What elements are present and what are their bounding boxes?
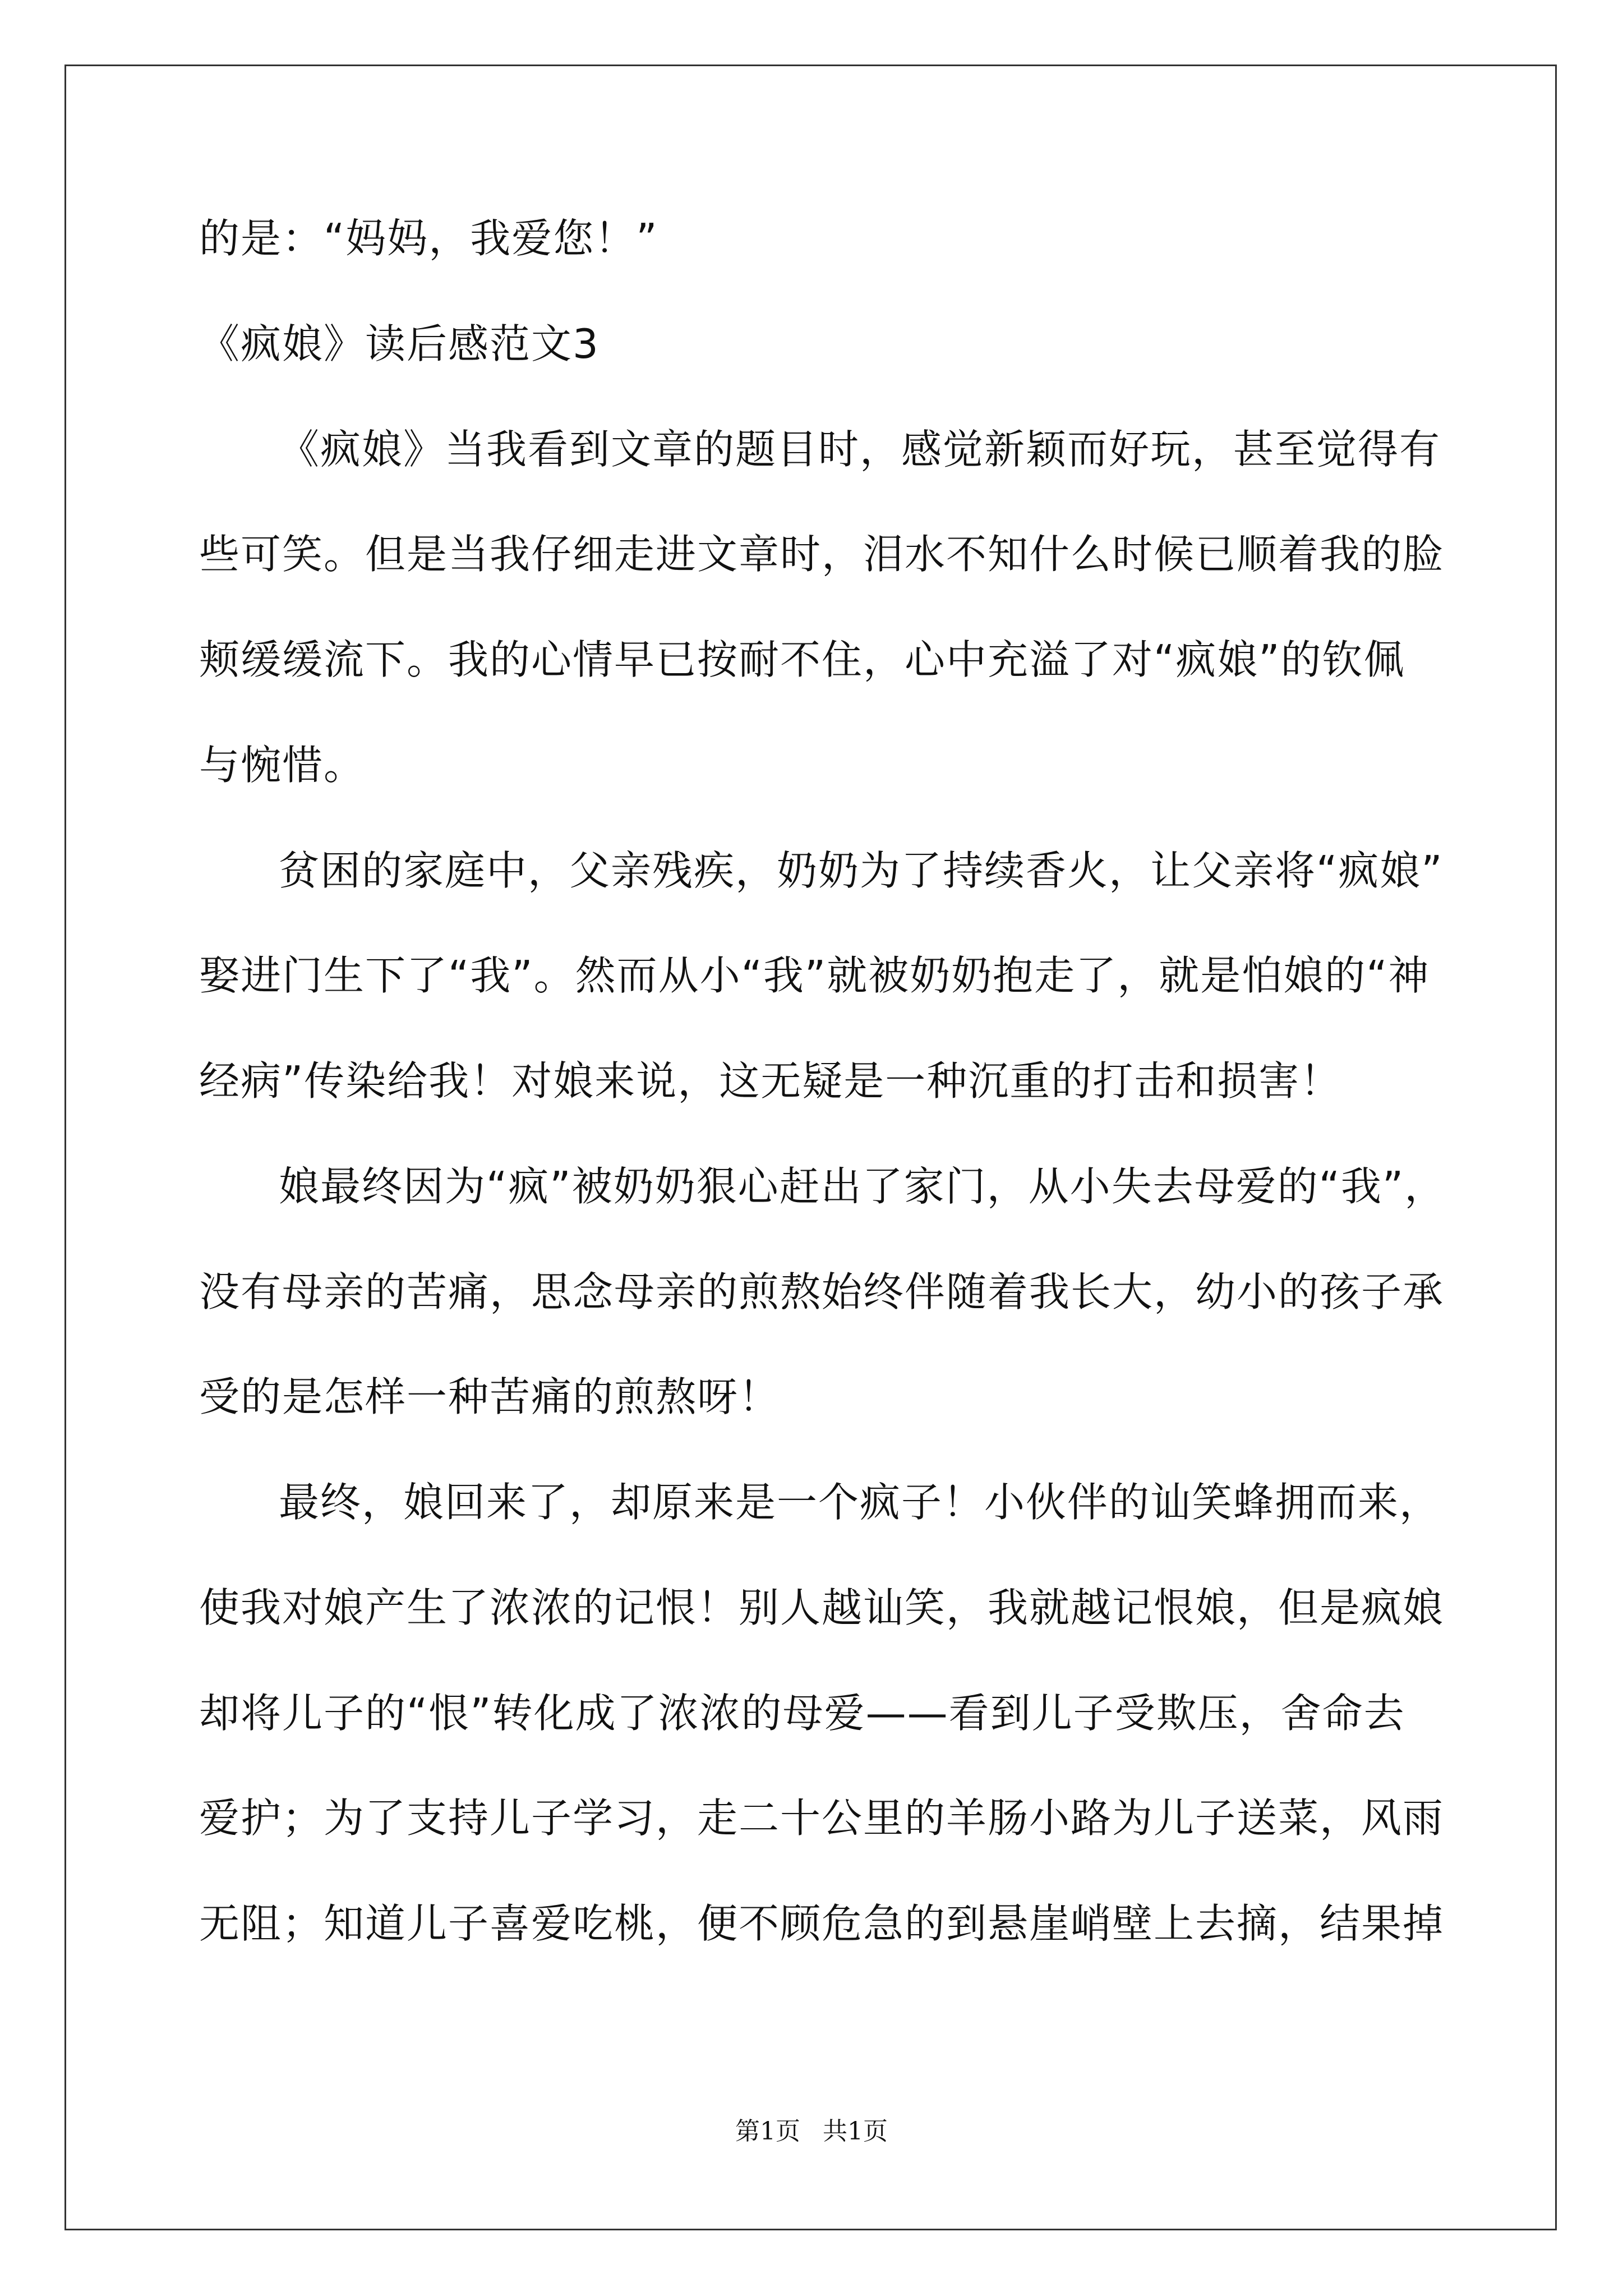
paragraph-1-line-4: 与惋惜。 <box>199 742 366 789</box>
paragraph-4-line-1: 最终，娘回来了，却原来是一个疯子！小伙伴的讪笑蜂拥而来， <box>279 1479 1441 1526</box>
paragraph-4-line-4: 爱护；为了支持儿子学习，走二十公里的羊肠小路为儿子送菜，风雨 <box>199 1795 1445 1842</box>
paragraph-3-line-3: 受的是怎样一种苦痛的煎熬呀！ <box>199 1373 781 1420</box>
paragraph-4-line-5: 无阻；知道儿子喜爱吃桃，便不顾危急的到悬崖峭壁上去摘，结果掉 <box>199 1900 1445 1947</box>
paragraph-4-line-3: 却将儿子的“恨”转化成了浓浓的母爱——看到儿子受欺压，舍命去 <box>199 1690 1405 1737</box>
paragraph-1-line-1: 《疯娘》当我看到文章的题目时，感觉新颖而好玩，甚至觉得有 <box>279 426 1441 473</box>
page-total: 共1页 <box>823 2117 888 2146</box>
paragraph-1-line-3: 颊缓缓流下。我的心情早已按耐不住，心中充溢了对“疯娘”的钦佩 <box>199 636 1405 683</box>
paragraph-1-line-2: 些可笑。但是当我仔细走进文章时，泪水不知什么时候已顺着我的脸 <box>199 531 1445 578</box>
paragraph-2-line-1: 贫困的家庭中，父亲残疾，奶奶为了持续香火，让父亲将“疯娘” <box>279 847 1444 894</box>
paragraph-2-line-3: 经病”传染给我！对娘来说，这无疑是一种沉重的打击和损害！ <box>199 1057 1342 1105</box>
paragraph-3-line-1: 娘最终因为“疯”被奶奶狠心赶出了家门，从小失去母爱的“我”， <box>279 1163 1446 1210</box>
page-footer <box>0 2115 1623 2148</box>
page-number: 第1页 <box>735 2117 800 2146</box>
paragraph-3-line-2: 没有母亲的苦痛，思念母亲的煎熬始终伴随着我长大，幼小的孩子承 <box>199 1268 1445 1315</box>
body-line-1: 的是：“妈妈，我爱您！” <box>199 215 658 262</box>
section-title: 《疯娘》读后感范文3 <box>199 320 600 367</box>
paragraph-4-line-2: 使我对娘产生了浓浓的记恨！别人越讪笑，我就越记恨娘，但是疯娘 <box>199 1584 1445 1631</box>
paragraph-2-line-2: 娶进门生下了“我”。然而从小“我”就被奶奶抱走了，就是怕娘的“神 <box>199 952 1430 999</box>
